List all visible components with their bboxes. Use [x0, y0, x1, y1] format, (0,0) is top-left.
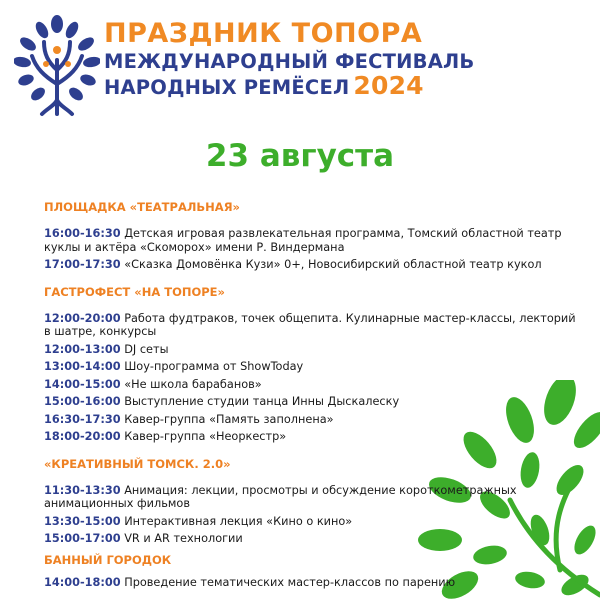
event-description: Анимация: лекции, просмотры и обсуждение короткометражных анимационных фильмов: [44, 483, 517, 510]
event-time: 18:00-20:00: [44, 430, 121, 443]
schedule-section-theatre: [44, 199, 584, 272]
schedule-section-gastrofest: [44, 284, 584, 444]
list-item: [44, 258, 584, 272]
schedule: [44, 199, 584, 593]
festival-year: 2024: [353, 71, 424, 100]
event-time: 11:30-13:30: [44, 483, 121, 497]
event-description: «Не школа барабанов»: [120, 377, 262, 391]
event-description: «Сказка Домовёнка Кузи» 0+, Новосибирский областной театр кукол: [120, 258, 542, 271]
list-item: [44, 430, 584, 444]
event-date: 23 августа: [205, 138, 395, 174]
schedule-section-bath-town: [44, 552, 584, 590]
list-item: [44, 343, 584, 357]
festival-subtitle-line2: [104, 71, 474, 100]
section-title: БАННЫЙ ГОРОДОК: [44, 552, 172, 567]
event-time: 13:00-14:00: [44, 360, 121, 373]
festival-subtitle-line1: МЕЖДУНАРОДНЫЙ ФЕСТИВАЛЬ: [104, 50, 475, 73]
list-item: [44, 484, 584, 511]
tree-logo-icon: [14, 14, 100, 118]
event-description: Работа фудтраков, точек общепита. Кулинарные мастер-классы, лекторий в шатре, конкурсы: [44, 311, 576, 338]
event-description: Шоу-программа от ShowToday: [120, 360, 304, 373]
event-time: 13:30-15:00: [44, 514, 121, 528]
event-time: 14:00-18:00: [44, 575, 121, 589]
event-time: 17:00-17:30: [44, 258, 121, 271]
event-time: 16:30-17:30: [44, 412, 121, 426]
list-item: [44, 515, 584, 529]
event-description: VR и AR технологии: [120, 532, 243, 545]
event-description: Кавер-группа «Память заполнена»: [120, 412, 334, 426]
section-title: «КРЕАТИВНЫЙ ТОМСК. 2.0»: [44, 456, 231, 471]
list-item: [44, 395, 584, 409]
event-description: Интерактивная лекция «Кино о кино»: [120, 514, 353, 528]
event-time: 16:00-16:30: [44, 227, 121, 240]
event-description: Выступление студии танца Инны Дыскалеску: [120, 395, 400, 408]
event-time: 12:00-20:00: [44, 311, 121, 325]
list-item: [44, 413, 584, 427]
event-description: Проведение тематических мастер-классов по парению: [120, 575, 456, 589]
schedule-section-creative-tomsk: [44, 456, 584, 546]
list-item: [44, 312, 584, 339]
event-description: Кавер-группа «Неоркестр»: [120, 430, 287, 443]
list-item: [44, 378, 584, 392]
event-time: 12:00-13:00: [44, 342, 121, 356]
list-item: [44, 360, 584, 374]
festival-header: [104, 18, 474, 100]
list-item: [44, 227, 584, 254]
section-title: ПЛОЩАДКА «ТЕАТРАЛЬНАЯ»: [44, 200, 240, 214]
list-item: [44, 532, 584, 546]
event-time: 15:00-16:00: [44, 395, 121, 408]
event-description: Детская игровая развлекательная программа, Томский областной театр куклы и актёра «Скоморох» имени Р. Виндермана: [44, 227, 562, 254]
festival-title: ПРАЗДНИК ТОПОРА: [104, 18, 423, 49]
section-title: ГАСТРОФЕСТ «НА ТОПОРЕ»: [44, 284, 225, 299]
event-time: 14:00-15:00: [44, 377, 121, 391]
list-item: [44, 576, 584, 590]
event-time: 15:00-17:00: [44, 532, 121, 545]
event-description: DJ сеты: [120, 342, 169, 356]
festival-subtitle-text: НАРОДНЫХ РЕМЁСЕЛ: [104, 76, 350, 99]
